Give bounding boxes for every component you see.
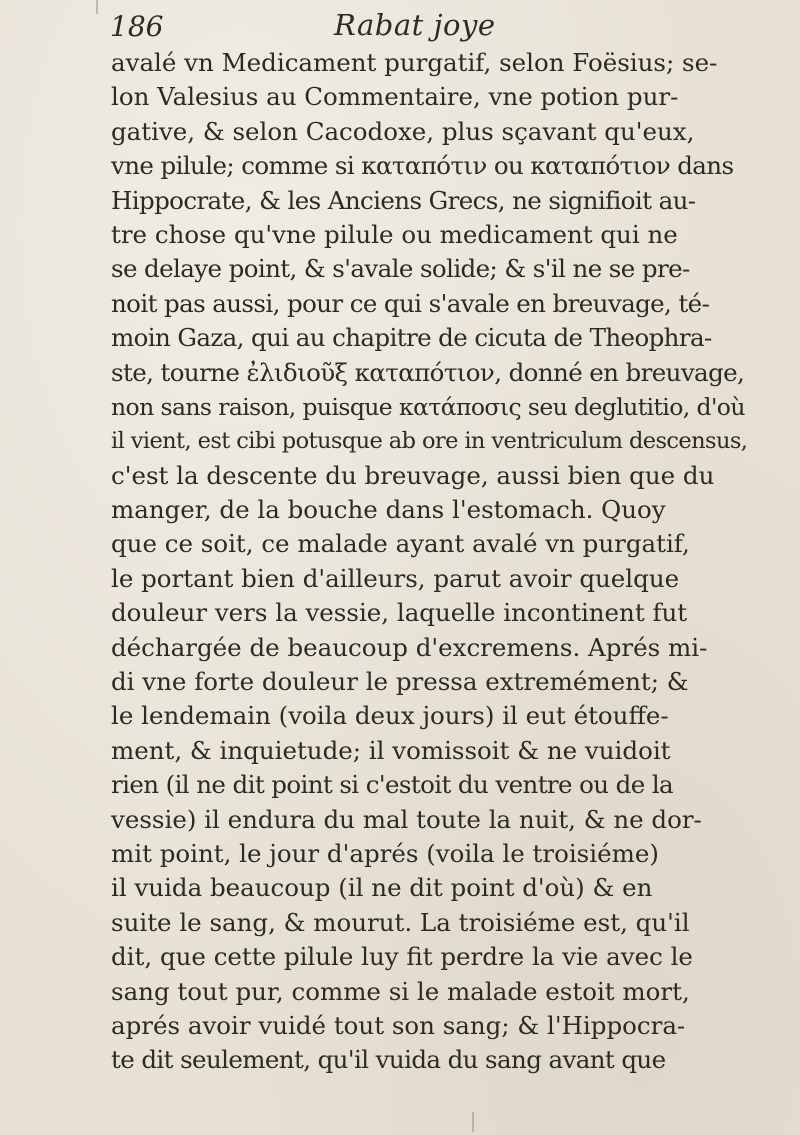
text-line: gative, & selon Cacodoxe, plus sçavant qu'eux, — [111, 116, 695, 146]
page-header — [110, 4, 730, 44]
text-line: ment, & inquietude; il vomissoit & ne vuidoit — [111, 735, 671, 765]
text-line: manger, de la bouche dans l'estomach. Quoy — [111, 495, 666, 525]
text-line: il vient, est cibi potusque ab ore in ventriculum descensus, — [111, 428, 748, 455]
text-line: sang tout pur, comme si le malade estoit mort, — [111, 976, 690, 1006]
text-line: douleur vers la vessie, laquelle incontinent fut — [111, 598, 688, 628]
text-line: aprés avoir vuidé tout son sang; & l'Hippocra- — [111, 1010, 686, 1040]
text-line: rien (il ne dit point si c'estoit du ventre ou de la — [111, 770, 674, 800]
text-line: moin Gaza, qui au chapitre de cicuta de Theophra- — [111, 323, 712, 353]
text-line: ste, tourne ἐλιδιοῦξ καταπότιον, donné en breuvage, — [111, 357, 745, 387]
text-line: noit pas aussi, pour ce qui s'avale en breuvage, té- — [111, 288, 710, 318]
text-line: il vuida beaucoup (il ne dit point d'où) & en — [111, 873, 653, 903]
text-line: le portant bien d'ailleurs, parut avoir quelque — [111, 563, 680, 593]
text-line: non sans raison, puisque κατάποσις seu deglutitio, d'où — [111, 392, 745, 421]
page-edge-mark — [96, 0, 98, 14]
page-number: 186 — [110, 10, 164, 43]
text-line: c'est la descente du breuvage, aussi bien que du — [111, 460, 715, 490]
text-line: le lendemain (voila deux jours) il eut étouffe- — [111, 701, 669, 731]
text-line: dit, que cette pilule luy fit perdre la vie avec le — [111, 942, 693, 972]
text-line: se delaye point, & s'avale solide; & s'il ne se pre- — [111, 254, 690, 284]
text-line: vne pilule; comme si καταπότιν ou καταπότιον dans — [111, 151, 734, 181]
text-line: déchargée de beaucoup d'excremens. Aprés mi- — [111, 632, 708, 662]
text-line: tre chose qu'vne pilule ou medicament qui ne — [111, 219, 678, 249]
text-line: avalé vn Medicament purgatif, selon Foësius; se- — [111, 48, 718, 77]
text-line: suite le sang, & mourut. La troisiéme est, qu'il — [111, 907, 690, 937]
page-edge-mark — [472, 1112, 474, 1132]
running-head: Rabat joye — [334, 8, 496, 42]
text-line: di vne forte douleur le pressa extremément; & — [111, 667, 689, 697]
text-line: Hippocrate, & les Anciens Grecs, ne signifioit au- — [111, 185, 696, 215]
text-line: te dit seulement, qu'il vuida du sang avant que — [111, 1045, 666, 1075]
text-line: vessie) il endura du mal toute la nuit, & ne dor- — [111, 804, 702, 834]
text-line: lon Valesius au Commentaire, vne potion pur- — [111, 82, 679, 112]
text-line: mit point, le jour d'aprés (voila le troisiéme) — [111, 838, 659, 868]
text-line: que ce soit, ce malade ayant avalé vn purgatif, — [111, 529, 690, 559]
body-text — [111, 46, 756, 1078]
